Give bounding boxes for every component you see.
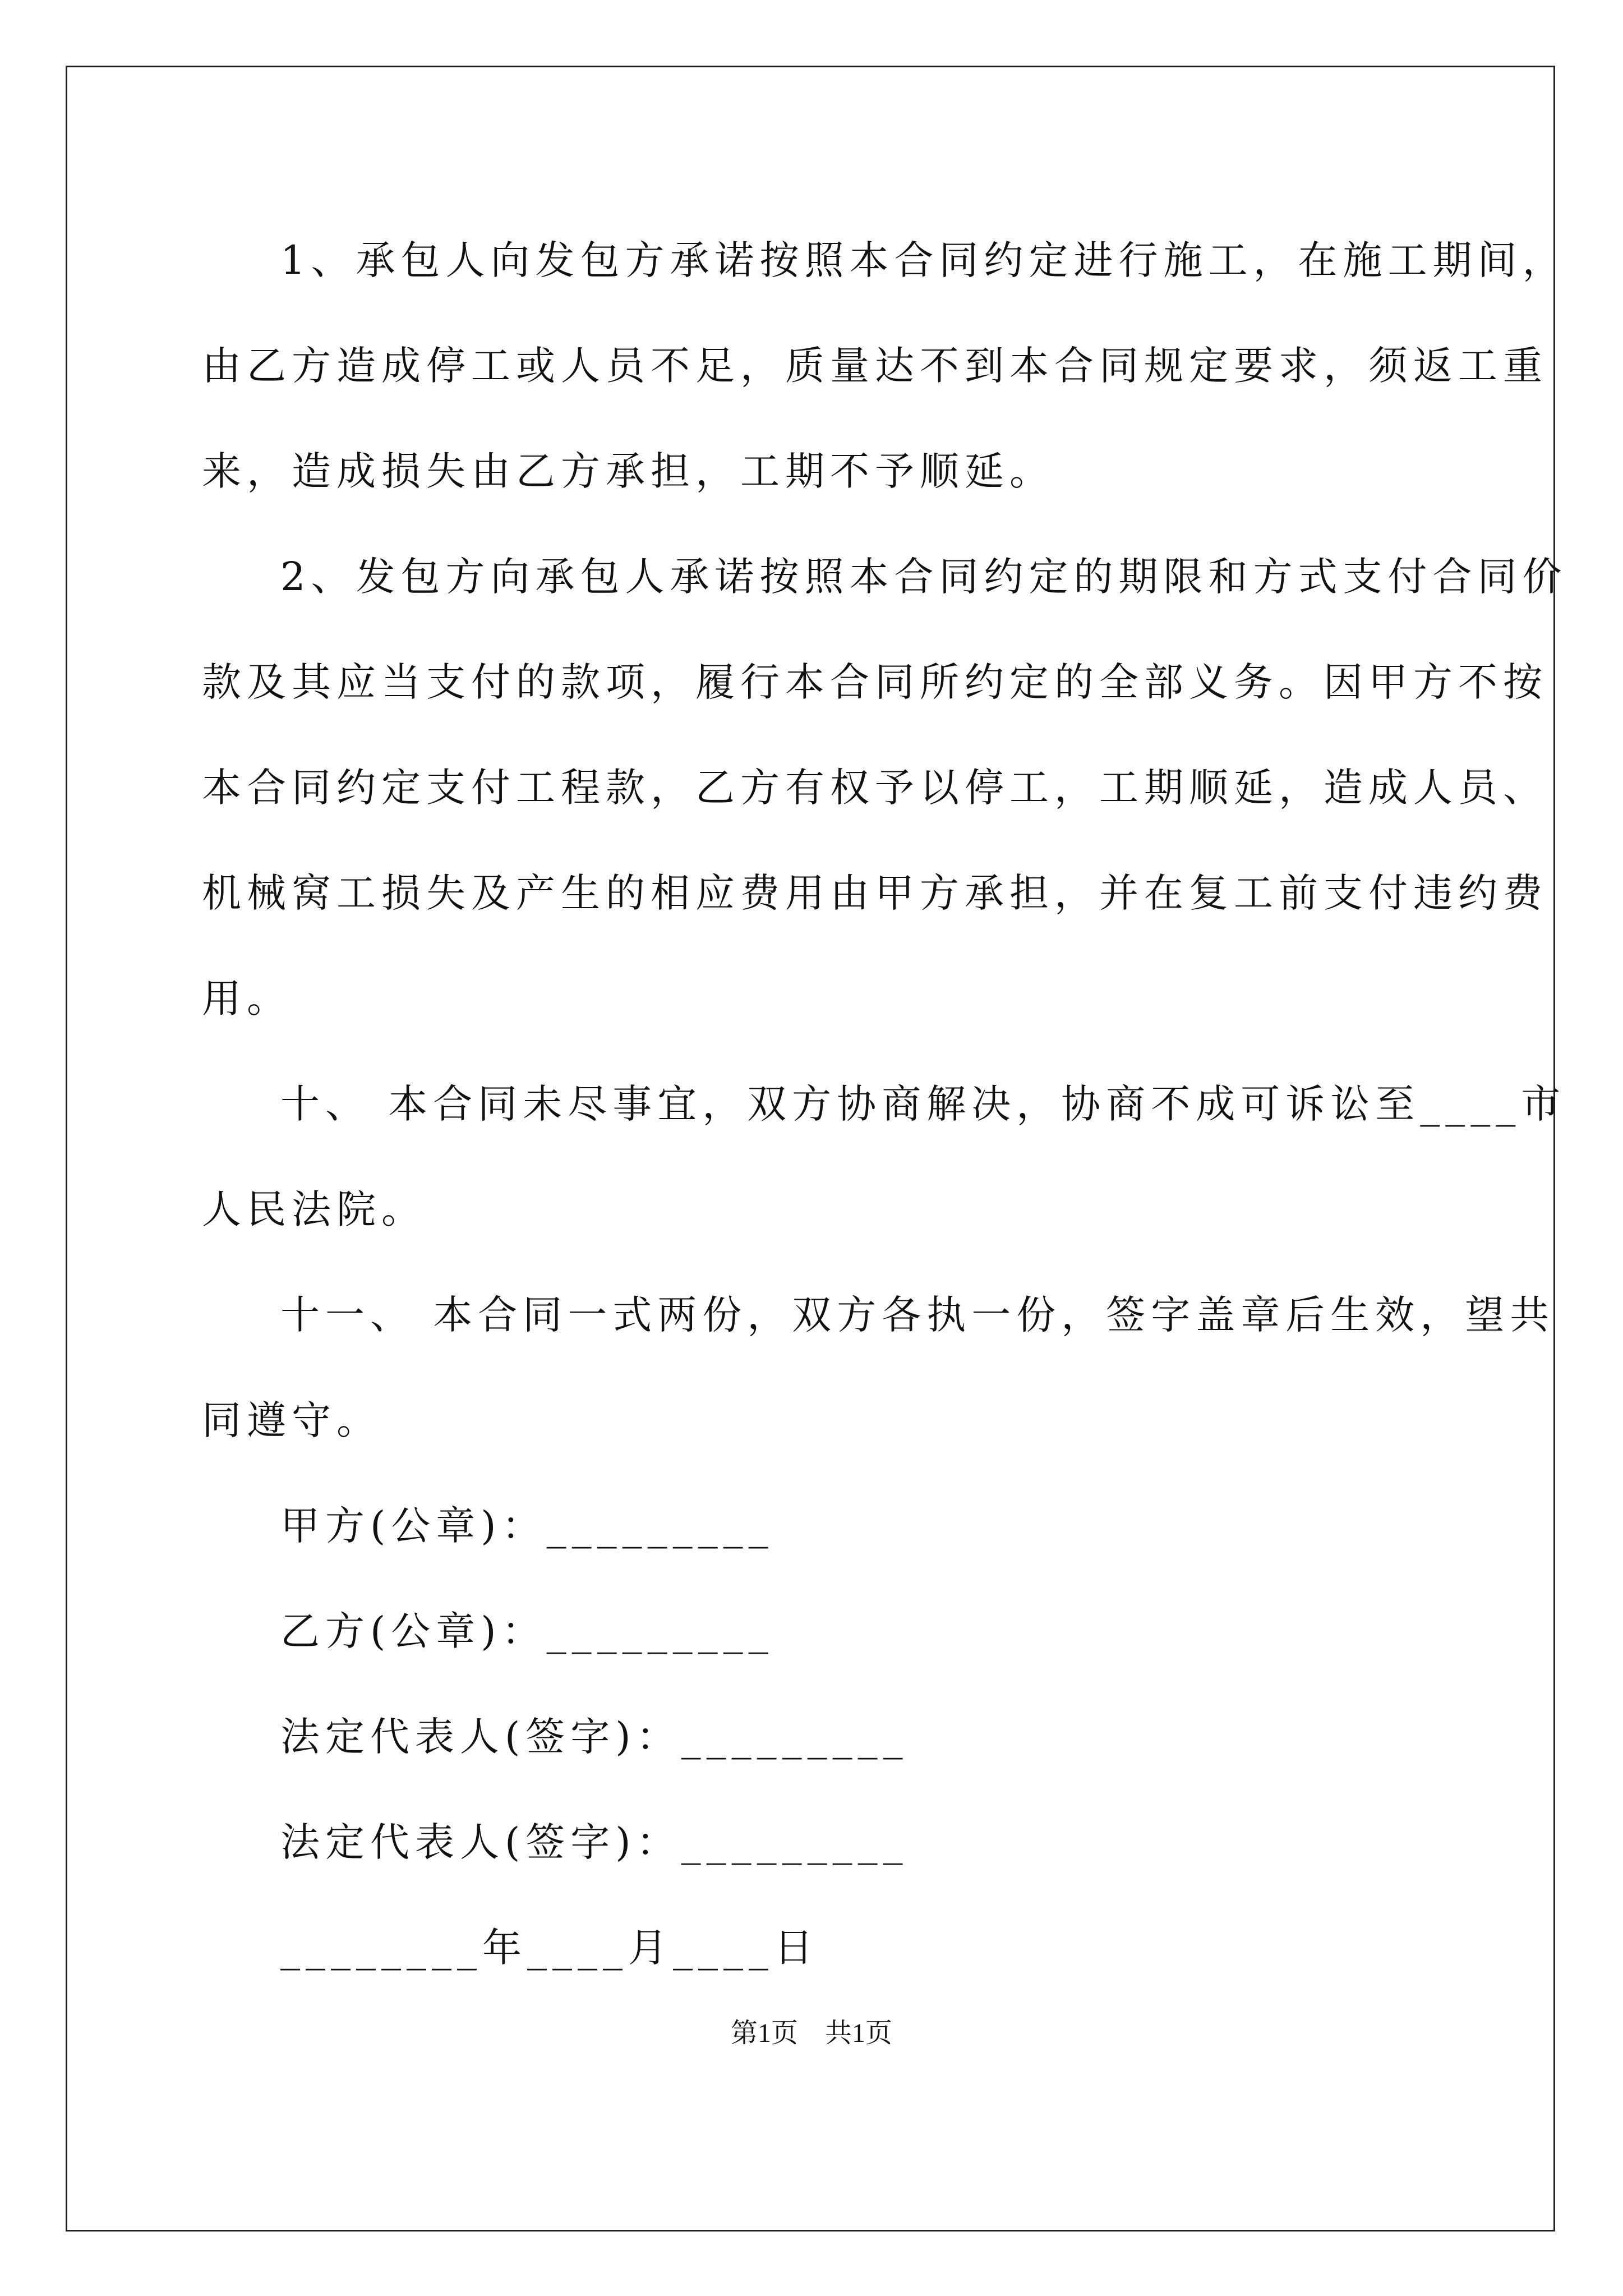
clause-11-line-2: 同遵守。	[202, 1397, 381, 1443]
clause-1	[202, 208, 1567, 524]
clause-11	[202, 1262, 1555, 1473]
clause-2-line-4: 机械窝工损失及产生的相应费用由甲方承担，并在复工前支付违约费	[202, 870, 1548, 916]
clause-2-line-2: 款及其应当支付的款项，履行本合同所约定的全部义务。因甲方不按	[202, 659, 1548, 705]
clause-1-line-3: 来，造成损失由乙方承担，工期不予顺延。	[202, 448, 1054, 494]
document-body	[202, 208, 1567, 2000]
clause-10-line-2: 人民法院。	[202, 1186, 426, 1232]
page-footer: 第1页 共1页	[730, 2018, 892, 2048]
party-a-seal-line: 甲方(公章)：_________	[280, 1503, 774, 1549]
clause-1-line-2: 由乙方造成停工或人员不足，质量达不到本合同规定要求，须返工重	[202, 343, 1548, 389]
party-b-seal-line: 乙方(公章)：_________	[280, 1608, 774, 1654]
legal-representative-signature-line-2: 法定代表人(签字)：_________	[280, 1819, 909, 1865]
clause-2-line-3: 本合同约定支付工程款，乙方有权予以停工，工期顺延，造成人员、	[202, 765, 1548, 811]
signature-block	[202, 1473, 1436, 2000]
date-line: ________年____月____日	[280, 1925, 819, 1971]
clause-11-line-1: 十一、 本合同一式两份，双方各执一份，签字盖章后生效，望共	[280, 1292, 1555, 1338]
clause-10	[202, 1051, 1566, 1262]
clause-2	[202, 524, 1567, 1051]
clause-2-line-5: 用。	[202, 976, 292, 1022]
clause-1-line-1: 1、承包人向发包方承诺按照本合同约定进行施工，在施工期间，	[280, 237, 1567, 283]
legal-representative-signature-line-1: 法定代表人(签字)：_________	[280, 1714, 909, 1760]
clause-10-line-1: 十、 本合同未尽事宜，双方协商解决，协商不成可诉讼至____市	[280, 1081, 1566, 1127]
clause-2-line-1: 2、发包方向承包人承诺按照本合同约定的期限和方式支付合同价	[280, 554, 1567, 600]
